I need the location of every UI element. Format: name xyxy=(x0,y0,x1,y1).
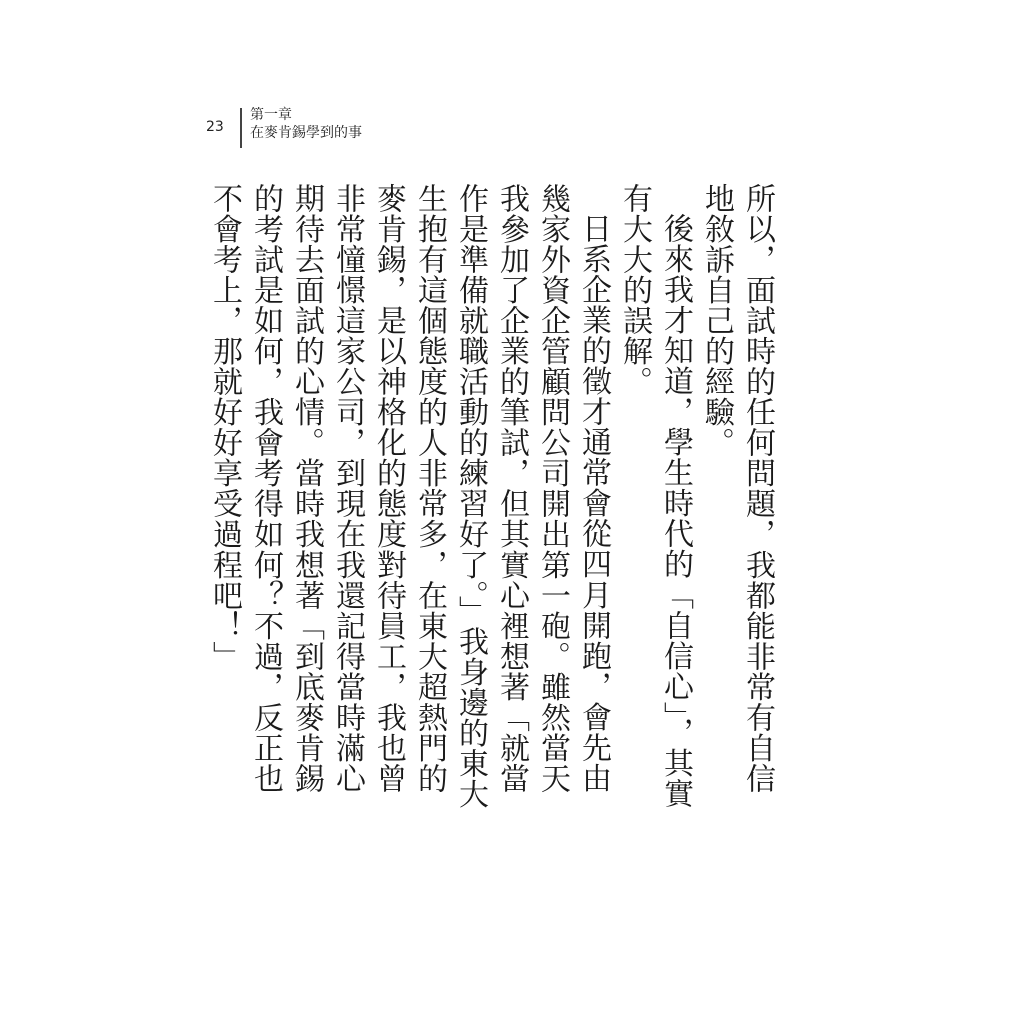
page-number: 23 xyxy=(206,119,224,135)
chapter-label: 第一章 xyxy=(250,107,292,123)
chapter-title: 在麥肯錫學到的事 xyxy=(250,125,362,141)
paragraph: 後來我才知道，學生時代的「自信心」，其實有大大的誤解。 xyxy=(617,183,693,809)
paragraph: 所以，面試時的任何問題，我都能非常有自信地敘訴自己的經驗。 xyxy=(699,183,775,794)
header-divider xyxy=(240,108,242,148)
paragraph: 日系企業的徵才通常會從四月開跑，會先由幾家外資企管顧問公司開出第一砲。雖然當天我參加了企業的筆試，但其實心裡想著「就當作是準備就職活動的練習好了。」我身邊的東大生抱有這個態度的人非常多，在東大超熱門的麥肯錫，是以神格化的態度對待員工，我也曾非常憧憬這家公司，到現在我還記得當時滿心期待去面試的心情。當時我想著「到底麥肯錫的考試是如何，我會考得如何？不過，反正也不會考上，那就好好享受過程吧！」 xyxy=(207,183,611,810)
chapter-heading xyxy=(250,106,362,142)
running-header xyxy=(206,106,362,148)
vertical-body-text xyxy=(204,183,778,823)
